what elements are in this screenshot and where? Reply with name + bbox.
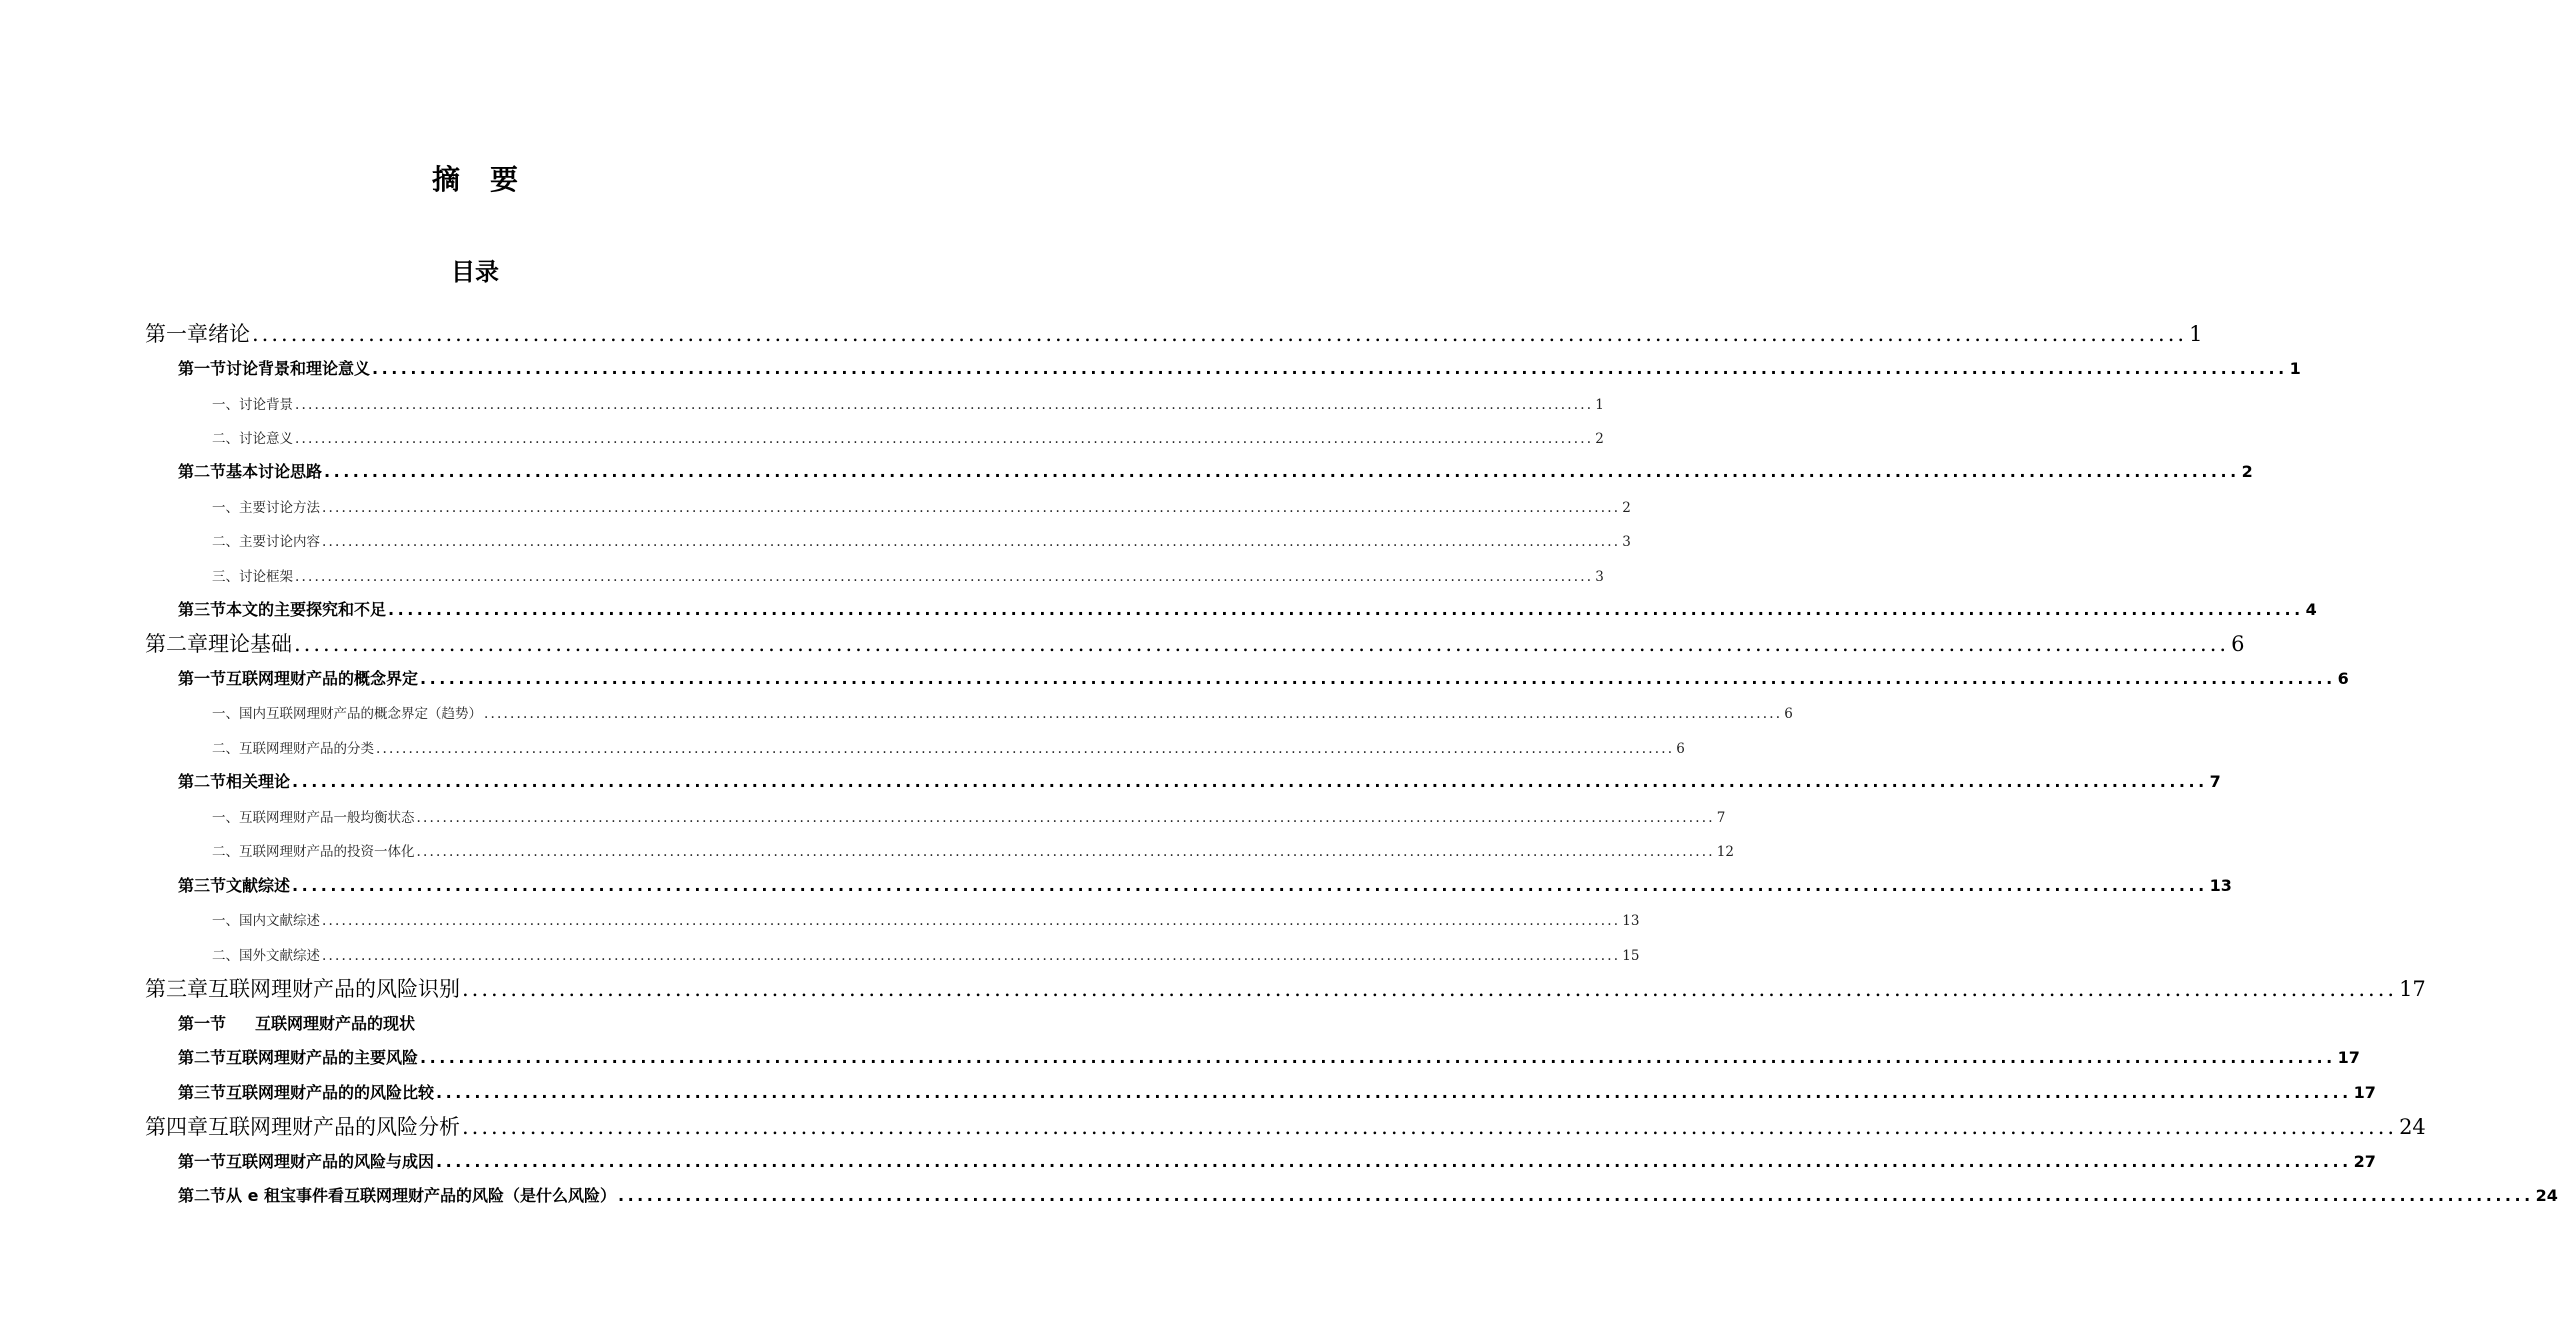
toc-entry-title: 互联网理财产品的概念界定 [226, 669, 419, 688]
toc-page-number: 13 [2209, 876, 2232, 895]
toc-entry-number: 第一节 [178, 669, 227, 688]
toc-dot-leader: ........................................................................................................................................................................................................ [416, 810, 1715, 826]
toc-dot-leader: ........................................................................................................................................................................................................ [462, 1115, 2398, 1139]
toc-page-number: 2 [1595, 431, 1604, 447]
toc-entry-title: 互联网理财产品的风险与成因 [226, 1152, 435, 1171]
toc-entry-title: 二、互联网理财产品的分类 [212, 741, 374, 757]
toc-page-number: 15 [1622, 948, 1640, 964]
toc-entry-level-3[interactable] [212, 702, 1793, 722]
toc-dot-leader: ........................................................................................................................................................................................................ [372, 359, 2288, 378]
toc-entry-title: 一、主要讨论方法 [212, 500, 320, 516]
toc-entry-title: 一、讨论背景 [212, 397, 293, 413]
toc-entry-level-2[interactable] [178, 1183, 2558, 1206]
toc-entry-level-3[interactable] [212, 496, 1631, 516]
toc-entry-number: 第四章 [145, 1115, 208, 1139]
toc-entry-number: 第一章 [145, 322, 208, 346]
toc-page-number: 4 [2305, 600, 2317, 619]
toc-entry-level-3[interactable] [212, 737, 1685, 757]
toc-entry-level-3[interactable] [212, 427, 1604, 447]
toc-page-number: 3 [1622, 534, 1631, 550]
toc-page-number: 12 [1716, 844, 1734, 860]
toc-entry-level-1[interactable] [145, 628, 2245, 658]
toc-entry-title: 互联网理财产品的风险识别 [208, 977, 460, 1001]
toc-dot-leader: ........................................................................................................................................................................................................ [484, 706, 1783, 722]
toc-page-number: 3 [1595, 569, 1604, 585]
toc-dot-leader: ........................................................................................................................................................................................................ [322, 500, 1621, 516]
toc-entry-title: 一、互联网理财产品一般均衡状态 [212, 810, 415, 826]
toc-dot-leader: ........................................................................................................................................................................................................ [420, 669, 2336, 688]
toc-entry-number: 第三节 [178, 1083, 227, 1102]
toc-entry-number: 第一节 [178, 359, 227, 378]
abstract-heading: 摘要 [431, 163, 548, 196]
toc-entry-title: 互联网理财产品的风险分析 [208, 1115, 460, 1139]
toc-entry-level-1[interactable] [145, 1111, 2426, 1141]
toc-page-number: 1 [1595, 397, 1604, 413]
toc-entry-title: 一、国内文献综述 [212, 913, 320, 929]
toc-page-number: 6 [1784, 706, 1793, 722]
toc-entry-level-1[interactable] [145, 318, 2203, 348]
toc-entry-title: 二、互联网理财产品的投资一体化 [212, 844, 415, 860]
toc-entry-title: 一、国内互联网理财产品的概念界定（趋势） [212, 706, 482, 722]
toc-entry-title: 本文的主要探究和不足 [226, 600, 387, 619]
toc-entry-title: 讨论背景和理论意义 [226, 359, 371, 378]
toc-entry-number: 第二节 [178, 462, 227, 481]
toc-dot-leader: ........................................................................................................................................................................................................ [462, 977, 2398, 1001]
toc-entry-level-1[interactable] [145, 973, 2426, 1003]
toc-entry-level-2[interactable] [178, 459, 2253, 482]
toc-page-number: 24 [2535, 1186, 2558, 1205]
toc-entry-number: 第三节 [178, 600, 227, 619]
toc-entry-level-2[interactable] [178, 597, 2317, 620]
toc-page-number: 2 [2241, 462, 2253, 481]
toc-dot-leader: ........................................................................................................................................................................................................ [292, 772, 2208, 791]
toc-entry-level-2[interactable] [178, 1045, 2360, 1068]
toc-dot-leader: ........................................................................................................................................................................................................ [388, 600, 2304, 619]
toc-page-number: 17 [2337, 1048, 2360, 1067]
toc-entry-title: 互联网理财产品的现状 [255, 1014, 416, 1033]
toc-dot-leader: ........................................................................................................................................................................................................ [618, 1186, 2534, 1205]
toc-entry-title: 二、主要讨论内容 [212, 534, 320, 550]
toc-entry-level-3[interactable] [212, 565, 1604, 585]
toc-dot-leader: ........................................................................................................................................................................................................ [252, 322, 2188, 346]
toc-entry-number: 第二节 [178, 772, 227, 791]
toc-entry-level-2[interactable] [178, 1080, 2376, 1103]
toc-entry-level-3[interactable] [212, 530, 1631, 550]
toc-dot-leader: ........................................................................................................................................................................................................ [295, 569, 1594, 585]
toc-page-number: 6 [1676, 741, 1685, 757]
toc-heading: 目录 [451, 258, 499, 286]
toc-entry-number: 第三节 [178, 876, 227, 895]
toc-page-number: 6 [2231, 632, 2245, 656]
toc-entry-title: 相关理论 [226, 772, 291, 791]
toc-dot-leader: ........................................................................................................................................................................................................ [436, 1152, 2352, 1171]
toc-entry-level-3[interactable] [212, 393, 1604, 413]
toc-entry-level-2[interactable] [178, 1011, 807, 1034]
toc-entry-number: 第二节 [178, 1186, 227, 1205]
toc-page-number: 2 [1622, 500, 1631, 516]
toc-dot-leader: ........................................................................................................................................................................................................ [295, 397, 1594, 413]
toc-entry-level-3[interactable] [212, 840, 1734, 860]
toc-entry-level-3[interactable] [212, 944, 1640, 964]
toc-dot-leader: ........................................................................................................................................................................................................ [322, 534, 1621, 550]
toc-entry-level-3[interactable] [212, 909, 1640, 929]
toc-page-number: 6 [2337, 669, 2349, 688]
toc-entry-title: 基本讨论思路 [226, 462, 323, 481]
toc-dot-leader: ........................................................................................................................................................................................................ [376, 741, 1675, 757]
toc-entry-title: 绪论 [208, 322, 250, 346]
toc-page-number: 1 [2289, 359, 2301, 378]
toc-entry-number: 第一节 [178, 1152, 227, 1171]
toc-dot-leader: ........................................................................................................................................................................................................ [324, 462, 2240, 481]
toc-dot-leader: ........................................................................................................................................................................................................ [295, 431, 1594, 447]
toc-page-number: 27 [2353, 1152, 2376, 1171]
toc-entry-level-2[interactable] [178, 769, 2221, 792]
toc-entry-number: 第二章 [145, 632, 208, 656]
toc-page-number: 24 [2399, 1115, 2426, 1139]
toc-dot-leader: ........................................................................................................................................................................................................ [294, 632, 2230, 656]
toc-dot-leader: ........................................................................................................................................................................................................ [436, 1083, 2352, 1102]
toc-dot-leader: ........................................................................................................................................................................................................ [292, 876, 2208, 895]
toc-entry-level-2[interactable] [178, 1149, 2376, 1172]
toc-entry-title: 互联网理财产品的的风险比较 [226, 1083, 435, 1102]
toc-entry-title: 三、讨论框架 [212, 569, 293, 585]
toc-page-number: 7 [2209, 772, 2221, 791]
toc-entry-level-3[interactable] [212, 806, 1726, 826]
toc-entry-level-2[interactable] [178, 666, 2349, 689]
toc-page-number: 17 [2399, 977, 2426, 1001]
toc-entry-level-2[interactable] [178, 873, 2232, 896]
toc-entry-title: 二、讨论意义 [212, 431, 293, 447]
toc-page-number: 7 [1716, 810, 1726, 826]
toc-entry-number: 第三章 [145, 977, 208, 1001]
toc-page-number: 1 [2189, 322, 2203, 346]
toc-dot-leader: ........................................................................................................................................................................................................ [416, 844, 1715, 860]
toc-entry-level-2[interactable] [178, 356, 2301, 379]
toc-entry-number: 第一节 [178, 1014, 227, 1033]
toc-entry-title: 从 e 租宝事件看互联网理财产品的风险（是什么风险） [226, 1186, 617, 1205]
toc-dot-leader: ........................................................................................................................................................................................................ [322, 913, 1621, 929]
toc-entry-title: 文献综述 [226, 876, 291, 895]
toc-dot-leader: ........................................................................................................................................................................................................ [322, 948, 1621, 964]
toc-entry-number: 第二节 [178, 1048, 227, 1067]
toc-dot-leader: ........................................................................................................................................................................................................ [420, 1048, 2336, 1067]
toc-page-number: 13 [1622, 913, 1640, 929]
toc-page-number: 17 [2353, 1083, 2376, 1102]
toc-entry-title: 二、国外文献综述 [212, 948, 320, 964]
toc-entry-title: 互联网理财产品的主要风险 [226, 1048, 419, 1067]
toc-entry-title: 理论基础 [208, 632, 292, 656]
